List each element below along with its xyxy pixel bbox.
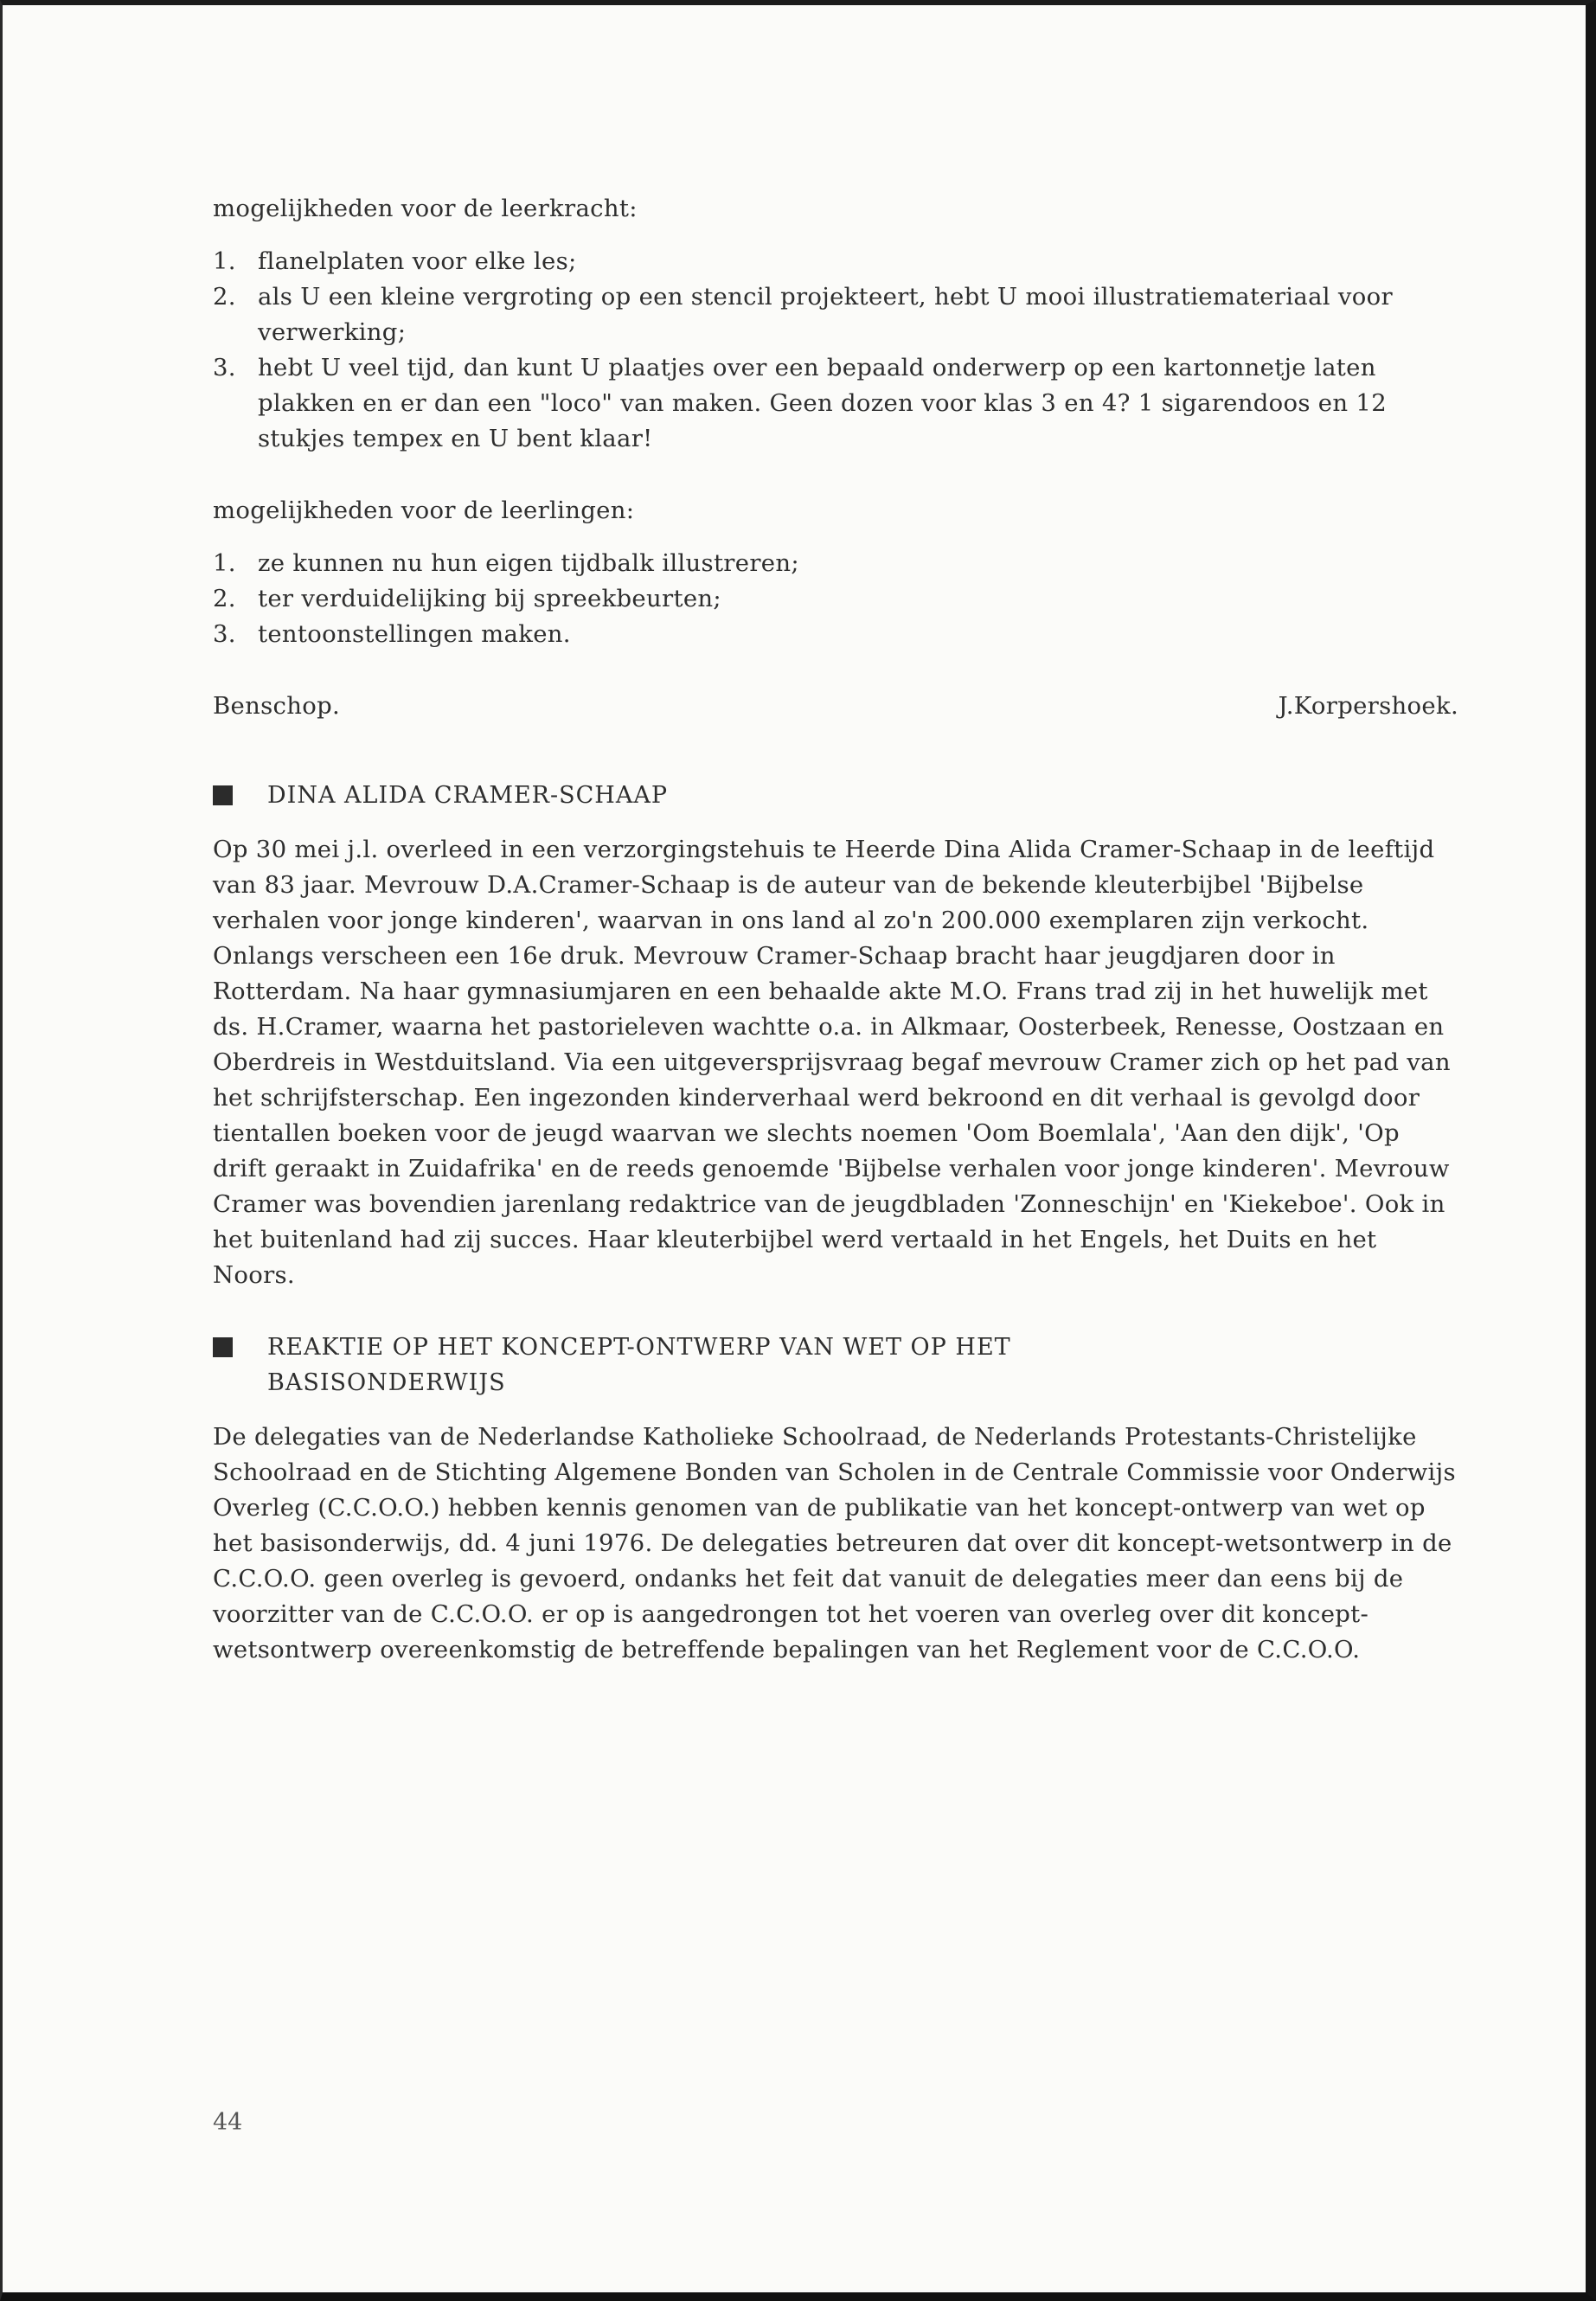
obituary-article <box>213 778 1458 1293</box>
student-options-section <box>213 493 1458 652</box>
spacer <box>213 457 1458 493</box>
list-item-text: als U een kleine vergroting op een stencil projekteert, hebt U mooi illustratiemateriaal voor verwerking; <box>258 283 1393 346</box>
article-heading <box>213 778 1458 813</box>
reaction-article <box>213 1330 1458 1668</box>
student-options-list <box>213 546 1458 652</box>
list-item <box>213 350 1458 457</box>
list-item-text: hebt U veel tijd, dan kunt U plaatjes over een bepaald onderwerp op een kartonnetje laten plakken en er dan een "loco" van maken. Geen dozen voor klas 3 en 4? 1 sigarendoos en 12 stukjes tempex en U bent klaar! <box>258 354 1388 452</box>
student-options-intro: mogelijkheden voor de leerlingen: <box>213 497 635 524</box>
article-title: REAKTIE OP HET KONCEPT-ONTWERP VAN WET OP HET BASISONDERWIJS <box>267 1334 1011 1396</box>
list-item-text: flanelplaten voor elke les; <box>258 247 577 275</box>
article-heading <box>213 1330 1458 1400</box>
teacher-options-list <box>213 244 1458 457</box>
list-item <box>213 279 1458 350</box>
list-item-number: 3. <box>213 354 236 381</box>
signature-author: J.Korpershoek. <box>1278 692 1458 720</box>
signature-place: Benschop. <box>213 692 341 720</box>
teacher-options-section <box>213 191 1458 457</box>
signature-line <box>213 689 1458 724</box>
list-item-text: ter verduidelijking bij spreekbeurten; <box>258 585 721 612</box>
page-content <box>213 191 1458 1668</box>
list-item <box>213 617 1458 652</box>
teacher-options-intro: mogelijkheden voor de leerkracht: <box>213 195 638 222</box>
list-item-number: 2. <box>213 283 236 311</box>
article-body: De delegaties van de Nederlandse Katholieke Schoolraad, de Nederlands Protestants-Christelijke Schoolraad en de Stichting Algemene Bonden van Scholen in de Centrale Commissie voor Onderwijs Overleg (C.C.O.O.) hebben kennis genomen van de publikatie van het koncept-ontwerp van wet op het basisonderwijs, dd. 4 juni 1976. De delegaties betreuren dat over dit koncept-wetsontwerp in de C.C.O.O. geen overleg is gevoerd, ondanks het feit dat vanuit de delegaties meer dan eens bij de voorzitter van de C.C.O.O. er op is aangedrongen tot het voeren van overleg over dit koncept-wetsontwerp overeenkomstig de betreffende bepalingen van het Reglement voor de C.C.O.O. <box>213 1423 1456 1663</box>
spacer <box>213 652 1458 689</box>
page-number: 44 <box>213 2109 243 2136</box>
article-title: DINA ALIDA CRAMER-SCHAAP <box>267 782 669 809</box>
list-item-number: 1. <box>213 549 236 577</box>
spacer <box>213 760 1458 778</box>
list-item-number: 2. <box>213 585 236 612</box>
list-item-text: ze kunnen nu hun eigen tijdbalk illustreren; <box>258 549 799 577</box>
square-bullet-icon <box>213 785 233 805</box>
spacer <box>213 1293 1458 1330</box>
list-item-text: tentoonstellingen maken. <box>258 620 571 648</box>
list-item <box>213 244 1458 279</box>
list-item <box>213 546 1458 581</box>
square-bullet-icon <box>213 1337 233 1357</box>
article-body: Op 30 mei j.l. overleed in een verzorgingstehuis te Heerde Dina Alida Cramer-Schaap in de leeftijd van 83 jaar. Mevrouw D.A.Cramer-Schaap is de auteur van de bekende kleuterbijbel 'Bijbelse verhalen voor jonge kinderen', waarvan in ons land al zo'n 200.000 exemplaren zijn verkocht. Onlangs verscheen een 16e druk. Mevrouw Cramer-Schaap bracht haar jeugdjaren door in Rotterdam. Na haar gymnasiumjaren en een behaalde akte M.O. Frans trad zij in het huwelijk met ds. H.Cramer, waarna het pastorieleven wachtte o.a. in Alkmaar, Oosterbeek, Renesse, Oostzaan en Oberdreis in Westduitsland. Via een uitgeversprijsvraag begaf mevrouw Cramer zich op het pad van het schrijfsterschap. Een ingezonden kinderverhaal werd bekroond en dit verhaal is gevolgd door tientallen boeken voor de jeugd waarvan we slechts noemen 'Oom Boemlala', 'Aan den dijk', 'Op drift geraakt in Zuidafrika' en de reeds genoemde 'Bijbelse verhalen voor jonge kinderen'. Mevrouw Cramer was bovendien jarenlang redaktrice van de jeugdbladen 'Zonneschijn' en 'Kiekeboe'. Ook in het buitenland had zij succes. Haar kleuterbijbel werd vertaald in het Engels, het Duits en het Noors. <box>213 836 1451 1289</box>
list-item-number: 1. <box>213 247 236 275</box>
spacer <box>213 724 1458 760</box>
list-item-number: 3. <box>213 620 236 648</box>
list-item <box>213 581 1458 617</box>
